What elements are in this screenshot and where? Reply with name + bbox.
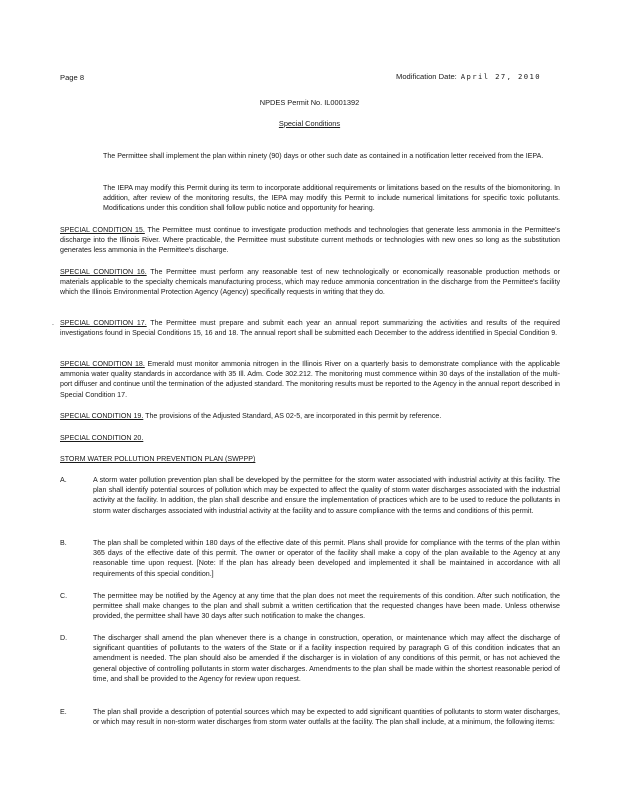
permit-number: NPDES Permit No. IL0001392 (259, 98, 360, 107)
intro-paragraph-1: The Permittee shall implement the plan within ninety (90) days or other such date as contained in a notification letter received from the IEPA. (103, 152, 544, 160)
item-label: D. (60, 634, 68, 642)
condition-heading: SPECIAL CONDITION 19. (60, 412, 144, 420)
item-label: E. (60, 708, 67, 716)
condition-text: The Permittee must perform any reasonable test of new technologically or economically reasonable production methods or materials applicable to the specialty chemicals manufacturing process, which may reduce ammonia concentration in the discharge from the Permittee's facility which the Illinois Environmental Protection Agency (Agency) specifically requests in writing that they do. (60, 268, 560, 297)
special-condition-19 (60, 411, 560, 421)
item-label: B. (60, 539, 67, 547)
item-text: The plan shall be completed within 180 days of the effective date of this permit. Plans shall provide for compliance with the terms of the plan within 365 days of the effective date of this permit. The owner or operator of the facility shall make a copy of the plan available to the Agency at any reasonable time upon request. [Note: If the plan has already been developed and implemented it shall be maintained in accordance with all requirements of this special condition.] (93, 539, 560, 578)
item-text: A storm water pollution prevention plan shall be developed by the permittee for the storm water associated with industrial activity at this facility. The plan shall identify potential sources of pollution which may be expected to affect the quality of storm water discharges associated with the industrial activity at the facility. In addition, the plan shall describe and ensure the implementation of practices which are to be used to reduce the pollutants in storm water discharges associated with industrial activity at the facility and to assure compliance with the terms and conditions of this permit. (93, 476, 560, 515)
condition-heading: SPECIAL CONDITION 20. (60, 434, 144, 442)
item-text: The plan shall provide a description of potential sources which may be expected to add significant quantities of pollutants to storm water discharges, or which may result in non-storm water discharges from storm water outfalls at the facility. The plan shall include, at a minimum, the following items: (93, 708, 560, 727)
condition-heading: SPECIAL CONDITION 18. (60, 360, 145, 368)
modification-label: Modification Date: (396, 72, 457, 81)
condition-text: The Permittee must prepare and submit each year an annual report summarizing the activities and results of the required investigations found in Special Conditions 15, 16 and 18. The annual report shall be submitted each December to the address identified in Special Condition 9. (60, 319, 561, 338)
margin-mark: . (52, 320, 54, 327)
modification-date (396, 72, 541, 81)
condition-text: The provisions of the Adjusted Standard, AS 02-5, are incorporated in this permit by reference. (145, 412, 442, 420)
condition-text: The Permittee must continue to investigate production methods and technologies that generate less ammonia in the Permittee's discharge into the Illinois River. Where practicable, the Permittee must substitute current methods or technologies with new ones so long as the substitution generates less ammonia in the Permittee's discharge. (60, 226, 561, 255)
item-label: C. (60, 592, 68, 600)
condition-heading: SPECIAL CONDITION 17. (60, 319, 147, 327)
swppp-heading: STORM WATER POLLUTION PREVENTION PLAN (SWPPP) (60, 455, 256, 463)
item-text: The discharger shall amend the plan whenever there is a change in construction, operation, or maintenance which may affect the discharge of significant quantities of pollutants to the waters of the State or if a facility inspection required by paragraph G of this condition indicates that an amendment is needed. The plan should also be amended if the discharger is in violation of any conditions of this permit, or has not achieved the general objective of controlling pollutants in storm water discharges. Amendments to the plan shall be made within the shortest reasonable period of time, and shall be provided to the Agency for review upon request. (93, 634, 560, 683)
condition-text: Emerald must monitor ammonia nitrogen in the Illinois River on a quarterly basis to demonstrate compliance with the applicable ammonia water quality standards in accordance with 35 Ill. Adm. Code 302.212. The monitoring must commence within 30 days of the installation of the multi-port diffuser and continue until the termination of the adjusted standard. The monitoring results must be reported to the Agency in the annual report described in Special Condition 17. (60, 360, 560, 399)
special-condition-15 (60, 225, 560, 256)
intro-paragraph-2: The IEPA may modify this Permit during its term to incorporate additional requirements or limitations based on the results of the biomonitoring. In addition, after review of the monitoring results, the IEPA may modify this Permit to include numerical limitations for specific toxic pollutants. Modifications under this condition shall follow public notice and opportunity for hearing. (103, 184, 560, 213)
section-title: Special Conditions (278, 119, 341, 128)
special-condition-17 (60, 318, 560, 338)
modification-date-value: April 27, 2010 (460, 72, 541, 81)
special-condition-16 (60, 267, 560, 298)
item-label: A. (60, 476, 67, 484)
item-text: The permittee may be notified by the Agency at any time that the plan does not meet the requirements of this condition. After such notification, the permittee shall make changes to the plan and shall submit a written certification that the requested changes have been made. Unless otherwise provided, the permittee shall have 30 days after such notification to make the changes. (93, 592, 560, 621)
condition-heading: SPECIAL CONDITION 16. (60, 268, 147, 276)
special-condition-20 (60, 433, 560, 443)
special-condition-18 (60, 359, 560, 400)
condition-heading: SPECIAL CONDITION 15. (60, 226, 145, 234)
page-number: Page 8 (60, 73, 85, 82)
